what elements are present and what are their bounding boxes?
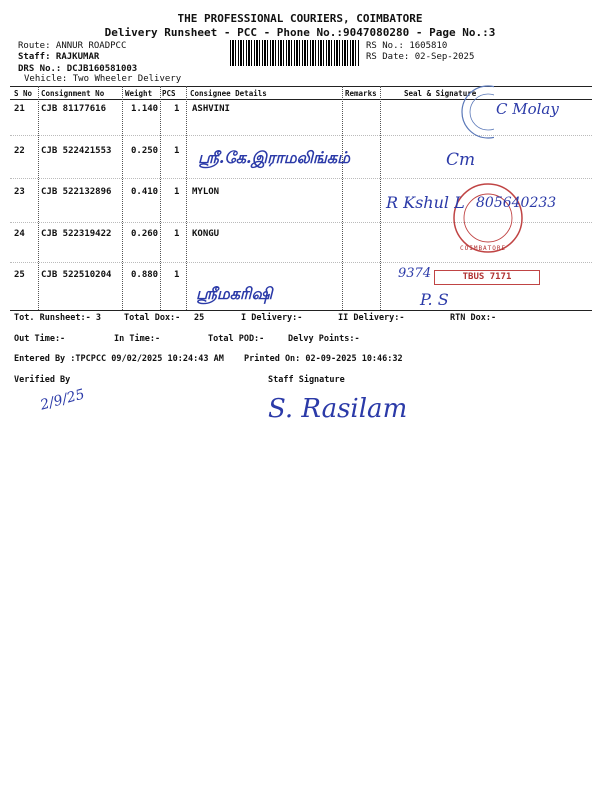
row-consignment: CJB 522421553 [41,146,112,156]
col-weight: Weight [125,89,153,98]
printed-on: Printed On: 02-09-2025 10:46:32 [244,354,403,364]
runsheet-subtitle: Delivery Runsheet - PCC - Phone No.:9047080280 - Page No.:3 [104,26,496,39]
row23-phone: 805640233 [476,195,557,211]
col-sno: S No [14,89,33,98]
col-divider [186,86,187,310]
row22-mark: Cm [446,150,476,170]
row-pcs: 1 [174,229,180,239]
table-top-rule [10,86,592,87]
table-bottom-rule [10,310,592,311]
staff-label: Staff: RAJKUMAR [18,52,100,62]
total-dox-label: Total Dox:- [124,313,181,323]
row-sno: 23 [14,187,25,197]
col-divider [38,86,39,310]
col-divider [122,86,123,310]
row-weight: 0.260 [131,229,159,239]
col-divider [342,86,343,310]
company-seal-partial [448,82,494,142]
delvy-points: Delvy Points:- [288,334,360,344]
row21-signature: C Molay [496,100,559,118]
row25-stamp: TBUS 7171 [434,270,540,285]
col-remarks: Remarks [345,89,377,98]
ii-delivery: II Delivery:- [338,313,405,323]
tot-runsheet: Tot. Runsheet:- 3 [14,313,101,323]
route-label: Route: ANNUR ROADPCC [18,41,127,51]
row-weight: 0.250 [131,146,159,156]
col-consignee: Consignee Details [190,89,267,98]
in-time: In Time:- [114,334,161,344]
vehicle-label: Vehicle: Two Wheeler Delivery [24,74,182,84]
row-weight: 0.880 [131,270,159,280]
company-title: THE PROFESSIONAL COURIERS, COIMBATORE [177,12,423,25]
row-pcs: 1 [174,187,180,197]
drs-number: DRS No.: DCJB160581003 [18,64,138,74]
row25-name: P. S [420,290,449,309]
row-sno: 22 [14,146,25,156]
row23-signature: R Kshul L [386,193,465,212]
verified-date: 2/9/25 [38,386,87,414]
col-pcs: PCS [162,89,176,98]
col-divider [380,86,381,310]
row25-signature: ஸ்ரீமகரிஷி [196,284,273,303]
row-consignment: CJB 522510204 [41,270,112,280]
row-consignee: KONGU [192,229,220,239]
row-pcs: 1 [174,270,180,280]
barcode [230,40,360,66]
row-divider [10,262,592,263]
rs-date: RS Date: 02-Sep-2025 [366,52,475,62]
row-sno: 25 [14,270,25,280]
total-dox-value: 25 [194,313,205,323]
verified-by: Verified By [14,375,71,385]
out-time: Out Time:- [14,334,66,344]
row-consignment: CJB 522132896 [41,187,112,197]
staff-signature: S. Rasilam [268,394,408,424]
i-delivery: I Delivery:- [241,313,303,323]
row-consignee: MYLON [192,187,220,197]
row25-phone: 9374 [398,266,432,281]
row-pcs: 1 [174,146,180,156]
row22-signature: ஸ்ரீ.கே.இராமலிங்கம் [198,148,351,167]
col-divider [160,86,161,310]
seal-text: COIMBATORE [460,245,507,252]
row-pcs: 1 [174,104,180,114]
rs-number: RS No.: 1605810 [366,41,448,51]
row-consignment: CJB 522319422 [41,229,112,239]
col-seal-signature: Seal & Signature [404,89,477,98]
row-divider [10,135,592,136]
entered-by: Entered By :TPCPCC 09/02/2025 10:24:43 AM [14,354,224,364]
row-weight: 1.140 [131,104,159,114]
total-pod: Total POD:- [208,334,265,344]
row-consignee: ASHVINI [192,104,230,114]
col-consignment: Consignment No [41,89,105,98]
row-sno: 24 [14,229,25,239]
staff-signature-label: Staff Signature [268,375,345,385]
row-weight: 0.410 [131,187,159,197]
rtn-dox: RTN Dox:- [450,313,497,323]
row-sno: 21 [14,104,25,114]
row-consignment: CJB 81177616 [41,104,107,114]
